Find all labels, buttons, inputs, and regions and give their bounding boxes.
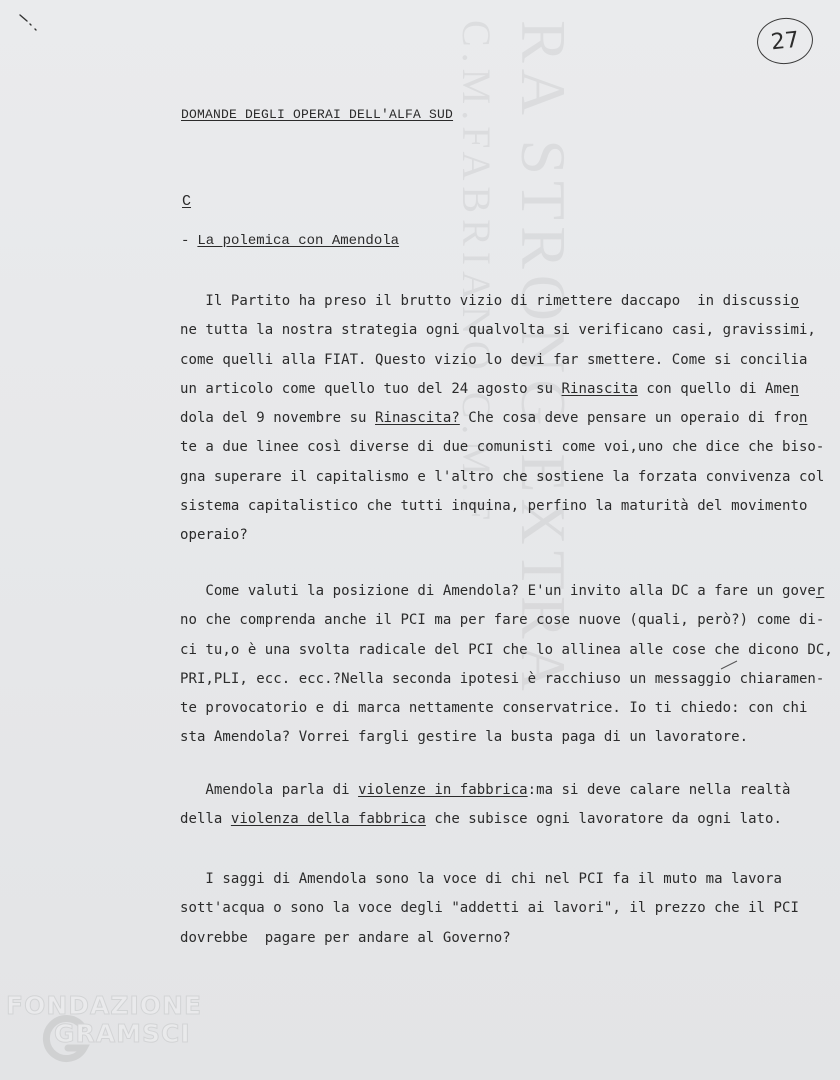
paragraph-4: [180, 865, 810, 953]
paragraph-line: no che comprenda anche il PCI ma per fare cose nuove (quali, però?) come di-: [180, 612, 825, 629]
section-heading-dash: -: [181, 233, 190, 249]
document-title: DOMANDE DEGLI OPERAI DELL'ALFA SUD: [181, 107, 454, 122]
archive-stamp-line1: FONDAZIONE: [6, 991, 203, 1020]
section-letter: C: [182, 193, 192, 210]
paragraph-line: Che cosa deve pensare un operaio di fro: [459, 410, 799, 427]
paragraph-line-underlined: o: [790, 293, 799, 309]
violenze-in-fabbrica-underlined: violenze in fabbrica: [358, 782, 528, 798]
paragraph-line: I saggi di Amendola sono la voce di chi nel PCI fa il muto ma lavora: [180, 871, 782, 887]
paragraph-line: te provocatorio e di marca nettamente conservatrice. Io ti chiedo: con chi: [180, 700, 808, 717]
paragraph-line: gna superare il capitalismo e l'altro che sostiene la forzata convivenza col: [180, 468, 825, 485]
violenza-della-fabbrica-underlined: violenza della fabbrica: [230, 811, 426, 828]
rinascita-reference-1: Rinascita: [561, 380, 638, 397]
section-heading: [181, 233, 399, 249]
gramsci-g-icon: [38, 1012, 94, 1068]
rinascita-reference-2: Rinascita?: [375, 410, 460, 427]
paragraph-line: Il Partito ha preso il brutto vizio di rimettere daccapo in discussi: [180, 293, 791, 309]
paragraph-3: [180, 776, 810, 835]
paragraph-line: Amendola parla di: [180, 782, 359, 798]
page-number: 27: [755, 15, 816, 67]
paragraph-line: della: [180, 811, 231, 828]
paragraph-line: che subisce ogni lavoratore da ogni lato.: [425, 811, 782, 828]
paragraph-line-underlined: n: [790, 380, 799, 397]
paragraph-line: ne tutta la nostra strategia ogni qualvolta si verificano casi, gravissimi,: [180, 322, 816, 339]
paragraph-line: con quello di Ame: [637, 380, 791, 397]
archive-stamp-text: [6, 992, 202, 1048]
paragraph-line: sta Amendola? Vorrei fargli gestire la busta paga di un lavoratore.: [180, 729, 749, 746]
paragraph-line: un articolo come quello tuo del 24 agosto su: [180, 380, 562, 397]
paragraph-line-underlined: n: [798, 410, 808, 427]
paragraph-line: operaio?: [180, 527, 248, 544]
pen-tick-icon: [720, 660, 738, 670]
archive-stamp-line2: GRAMSCI: [54, 1019, 191, 1048]
paper-watermark-col2: C.M.FABRIANO C.M.F: [454, 20, 499, 527]
paragraph-line: dola del 9 novembre su: [180, 410, 376, 427]
paragraph-line: come quelli alla FIAT. Questo vizio lo devi far smettere. Come si concilia: [180, 351, 808, 368]
paragraph-line-underlined: r: [815, 583, 825, 599]
paragraph-line: te a due linee così diverse di due comunisti come voi,uno che dice che biso-: [180, 439, 825, 456]
pen-mark-icon: [18, 12, 40, 32]
section-heading-text: La polemica con Amendola: [197, 233, 400, 249]
paper-watermark-col1: RA STRONG EXTRA: [508, 20, 579, 697]
paragraph-line: PRI,PLI, ecc. ecc.?Nella seconda ipotesi è racchiuso un messaggio chiaramen-: [180, 670, 825, 687]
paragraph-line: dovrebbe pagare per andare al Governo?: [180, 929, 511, 946]
paragraph-1: [180, 287, 825, 551]
paragraph-line: Come valuti la posizione di Amendola? E'un invito alla DC a fare un gove: [180, 583, 816, 599]
paragraph-2: [180, 577, 833, 753]
paragraph-line: sott'acqua o sono la voce degli "addetti ai lavori", il prezzo che il PCI: [180, 900, 799, 917]
archive-stamp-logo: [2, 988, 212, 1068]
paragraph-line: :ma si deve calare nella realtà: [527, 782, 791, 798]
paragraph-line: sistema capitalistico che tutti inquina, perfino la maturità del movimento: [180, 498, 808, 515]
paragraph-line: ci tu,o è una svolta radicale del PCI che lo allinea alle cose che dicono DC,: [180, 641, 833, 658]
